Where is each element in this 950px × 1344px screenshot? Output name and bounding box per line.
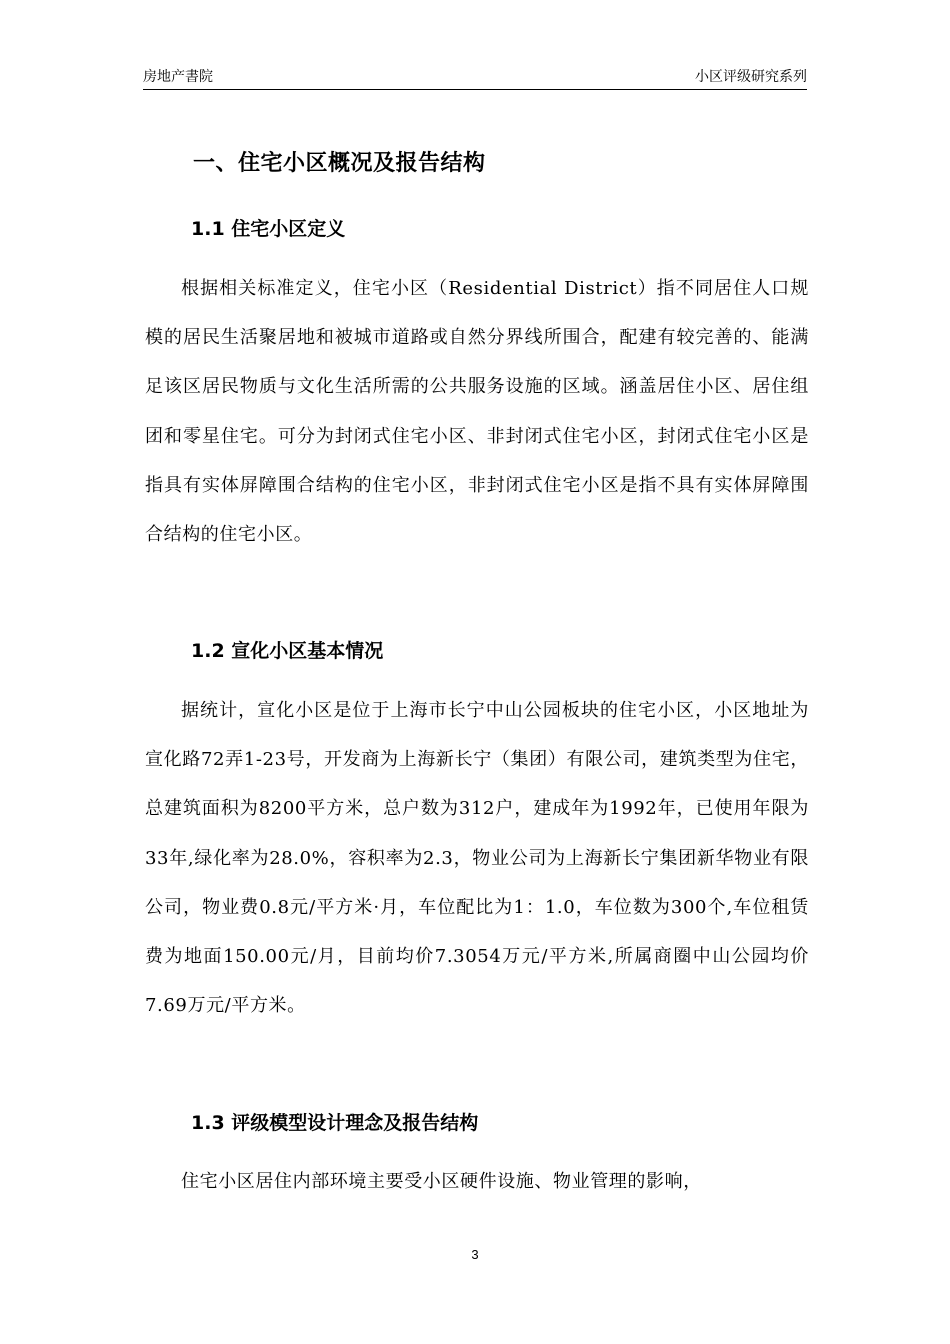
page-number: 3 xyxy=(471,1247,479,1262)
subsection-heading-1-3: 1.3 评级模型设计理念及报告结构 xyxy=(191,1112,479,1134)
paragraph-definition: 根据相关标准定义，住宅小区（Residential District）指不同居住人口规模的居民生活聚居地和被城市道路或自然分界线所围合，配建有较完善的、能满足该区居民物质与文化生活所需的公共服务设施的区域。涵盖居住小区、居住组团和零星住宅。可分为封闭式住宅小区、非封闭式住宅小区，封闭式住宅小区是指具有实体屏障围合结构的住宅小区，非封闭式住宅小区是指不具有实体屏障围合结构的住宅小区。 xyxy=(145,278,809,546)
subsection-heading-1-2: 1.2 宣化小区基本情况 xyxy=(191,640,384,662)
paragraph-model-design: 住宅小区居住内部环境主要受小区硬件设施、物业管理的影响， xyxy=(181,1171,702,1192)
header-divider xyxy=(143,89,807,90)
header-publisher: 房地产書院 xyxy=(143,69,213,85)
paragraph-basic-info: 据统计，宣化小区是位于上海市长宁中山公园板块的住宅小区，小区地址为宣化路72弄1-23号，开发商为上海新长宁（集团）有限公司，建筑类型为住宅，总建筑面积为8200平方米，总户数为312户，建成年为1992年，已使用年限为33年,绿化率为28.0%，容积率为2.3，物业公司为上海新长宁集团新华物业有限公司，物业费0.8元/平方米·月，车位配比为1：1.0，车位数为300个,车位租赁费为地面150.00元/月，目前均价7.3054万元/平方米,所属商圈中山公园均价7.69万元/平方米。 xyxy=(145,700,809,1017)
page-header xyxy=(143,66,807,90)
header-series: 小区评级研究系列 xyxy=(695,69,807,85)
section-title: 一、住宅小区概况及报告结构 xyxy=(193,151,486,176)
subsection-heading-1-1: 1.1 住宅小区定义 xyxy=(191,218,346,240)
